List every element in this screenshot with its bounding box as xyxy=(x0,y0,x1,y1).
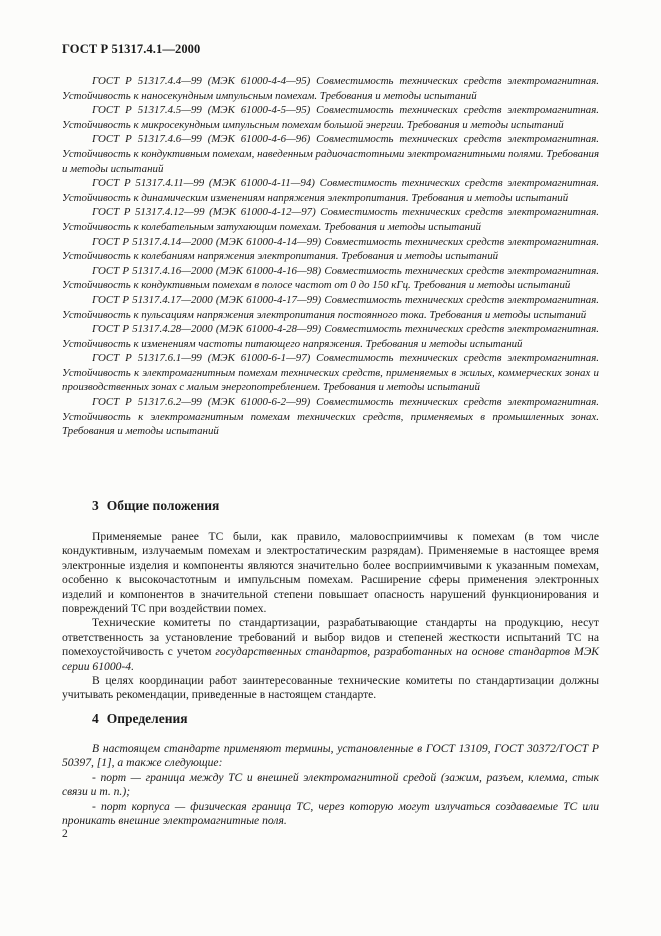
document-header: ГОСТ Р 51317.4.1—2000 xyxy=(62,42,201,56)
reference-item: ГОСТ Р 51317.4.5—99 (МЭК 61000-4-5—95) Совместимость технических средств электромагнитная. Устойчивость к микросекундным импульсным помехам большой энергии. Требования и методы испытаний xyxy=(62,104,599,131)
section-3-paragraph-3: В целях координации работ заинтересованные технические комитеты по стандартизации должны учитывать рекомендации, приведенные в настоящем стандарте. xyxy=(62,674,599,702)
reference-item: ГОСТ Р 51317.4.14—2000 (МЭК 61000-4-14—99) Совместимость технических средств электромагнитная. Устойчивость к колебаниям напряжения электропитания. Требования и методы испытаний xyxy=(62,235,599,263)
reference-item: ГОСТ Р 51317.4.12—99 (МЭК 61000-4-12—97) Совместимость технических средств электромагнитная. Устойчивость к колебательным затухающим помехам. Требования и методы испытаний xyxy=(62,206,599,233)
section-3-body xyxy=(62,530,599,703)
definition-enclosure-port: - порт корпуса — физическая граница ТС, через которую могут излучаться создаваемые ТС или проникать внешние электромагнитные поля. xyxy=(62,799,599,828)
reference-item: ГОСТ Р 51317.4.28—2000 (МЭК 61000-4-28—99) Совместимость технических средств электромагнитная. Устойчивость к изменениям частоты питающего напряжения. Требования и методы испытаний xyxy=(62,323,599,350)
definition-port: - порт — граница между ТС и внешней электромагнитной средой (зажим, разъем, клемма, стык связи и т. п.); xyxy=(62,770,599,799)
section-4-title: Определения xyxy=(106,711,188,726)
section-3-paragraph-2-text: Технические комитеты по стандартизации, разрабатывающие стандарты на продукцию, несут ответственность за установление требований и выбор видов и степеней жесткости испытаний ТС на помехоустойчивость с учетом xyxy=(62,616,599,659)
page-number: 2 xyxy=(62,828,68,840)
section-3-title: Общие положения xyxy=(106,498,220,513)
reference-item: ГОСТ Р 51317.4.17—2000 (МЭК 61000-4-17—99) Совместимость технических средств электромагнитная. Устойчивость к пульсациям напряжения электропитания постоянного тока. Требования и методы испытаний xyxy=(62,293,599,321)
reference-item: ГОСТ Р 51317.4.16—2000 (МЭК 61000-4-16—98) Совместимость технических средств электромагнитная. Устойчивость к кондуктивным помехам в полосе частот от 0 до 150 кГц. Требования и методы испытаний xyxy=(62,264,599,292)
section-4-heading xyxy=(92,711,188,727)
section-3-paragraph-2 xyxy=(62,616,599,674)
section-4-number: 4 xyxy=(92,711,99,726)
normative-references-list xyxy=(62,74,599,439)
section-3-number: 3 xyxy=(92,498,99,513)
section-4-intro: В настоящем стандарте применяют термины, установленные в ГОСТ 13109, ГОСТ 30372/ГОСТ Р 50397, [1], а также следующие: xyxy=(62,742,599,770)
section-3-heading xyxy=(92,498,219,514)
reference-item: ГОСТ Р 51317.6.2—99 (МЭК 61000-6-2—99) Совместимость технических средств электромагнитная. Устойчивость к электромагнитным помехам технических средств, применяемых в промышленных зонах. Требования и методы испытаний xyxy=(62,396,599,438)
section-3-paragraph-1: Применяемые ранее ТС были, как правило, маловосприимчивы к помехам (в том числе кондуктивным, излучаемым помехам и электростатическим разрядам). Применяемые в настоящее время электронные изделия и компоненты являются значительно более восприимчивыми к указанным помехам, особенно к высокочастотным и импульсным помехам. Расширение сферы применения электронных изделий и компонентов в значительной степени повышает опасность нарушений функционирования и повреждений ТС при воздействии помех. xyxy=(62,530,599,616)
section-4-body xyxy=(62,742,599,828)
section-3-paragraph-2-italic: государственных стандартов, разработанных на основе стандартов МЭК серии 61000-4. xyxy=(62,645,599,673)
reference-item: ГОСТ Р 51317.4.11—99 (МЭК 61000-4-11—94) Совместимость технических средств электромагнитная. Устойчивость к динамическим изменениям напряжения электропитания. Требования и методы испытаний xyxy=(62,177,599,204)
reference-item: ГОСТ Р 51317.6.1—99 (МЭК 61000-6-1—97) Совместимость технических средств электромагнитная. Устойчивость к электромагнитным помехам технических средств, применяемых в жилых, коммерческих зонах и производственных зонах с малым энергопотреблением. Требования и методы испытаний xyxy=(62,352,599,394)
reference-item: ГОСТ Р 51317.4.6—99 (МЭК 61000-4-6—96) Совместимость технических средств электромагнитная. Устойчивость к кондуктивным помехам, наведенным радиочастотными электромагнитными полями. Требования и методы испытаний xyxy=(62,133,600,175)
reference-item: ГОСТ Р 51317.4.4—99 (МЭК 61000-4-4—95) Совместимость технических средств электромагнитная. Устойчивость к наносекундным импульсным помехам. Требования и методы испытаний xyxy=(62,75,599,102)
